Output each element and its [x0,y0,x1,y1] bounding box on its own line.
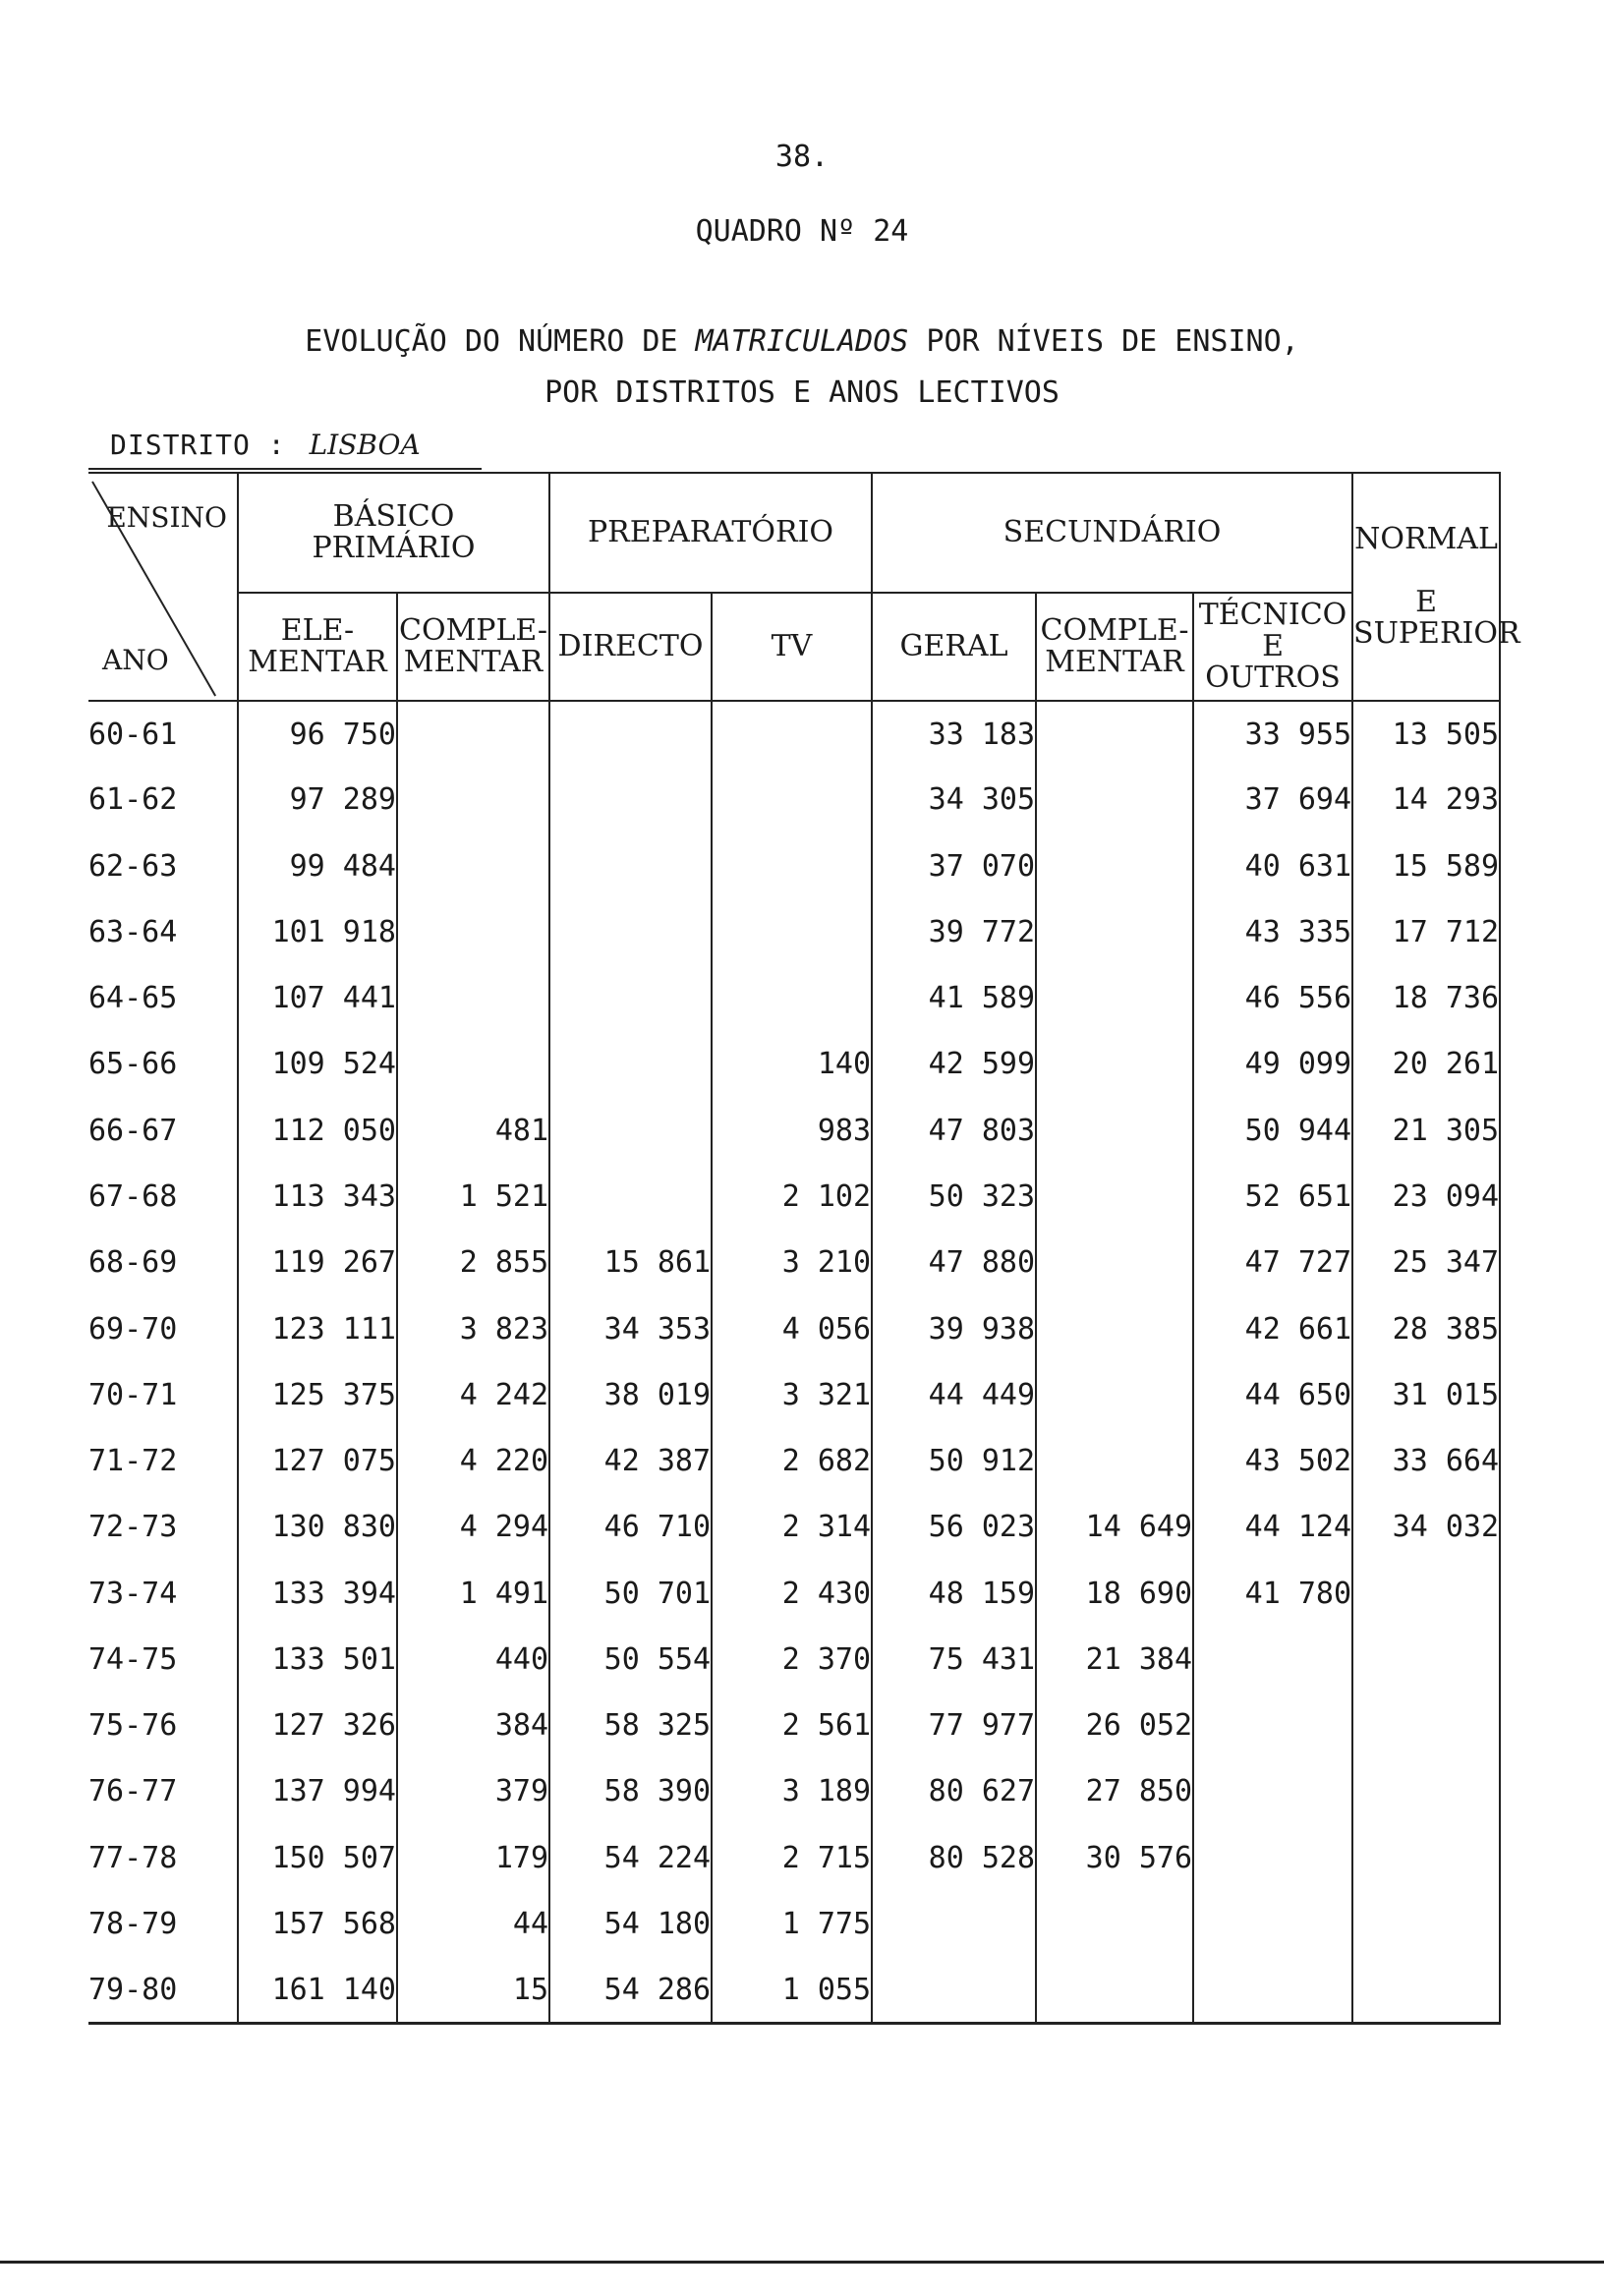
cell-tv: 2 430 [712,1560,872,1626]
cell-complementar: 4 242 [397,1362,549,1428]
cell-ano: 60-61 [88,717,178,752]
cell-normal: 31 015 [1352,1362,1500,1428]
cell-elementar: 119 267 [238,1230,397,1295]
complementar-header [397,593,549,701]
cell-normal: 17 712 [1352,899,1500,965]
cell-tv [712,767,872,832]
cell-tv [712,833,872,899]
cell-tv: 2 314 [712,1494,872,1560]
cell-tecnico: 49 099 [1193,1031,1352,1097]
cell-geral: 48 159 [872,1560,1036,1626]
cell-sec-complementar [1036,1295,1193,1361]
cell-geral: 41 589 [872,965,1036,1031]
cell-sec-complementar: 27 850 [1036,1758,1193,1824]
cell-tv: 4 056 [712,1295,872,1361]
district-label: DISTRITO : [110,429,286,461]
cell-complementar [397,899,549,965]
cell-elementar: 157 568 [238,1891,397,1957]
cell-ano: 76-77 [88,1774,178,1809]
title-part-1: EVOLUÇÃO DO NÚMERO DE [305,324,696,359]
cell-elementar: 113 343 [238,1164,397,1230]
table-row [88,1031,1500,1097]
cell-directo: 50 554 [549,1627,712,1693]
cell-ano: 77-78 [88,1840,178,1875]
cell-tecnico [1193,1957,1352,2023]
cell-tecnico: 41 780 [1193,1560,1352,1626]
cell-tv: 2 370 [712,1627,872,1693]
table-row [88,1693,1500,1758]
cell-normal: 34 032 [1352,1494,1500,1560]
cell-elementar: 125 375 [238,1362,397,1428]
cell-tv: 140 [712,1031,872,1097]
cell-tecnico: 52 651 [1193,1164,1352,1230]
cell-sec-complementar [1036,1098,1193,1164]
secundario-header: SECUNDÁRIO [872,473,1352,593]
elementar-line-1: ELE- [280,613,355,648]
table-number: QUADRO Nº 24 [695,214,909,249]
cell-tecnico [1193,1758,1352,1824]
district-value: LISBOA [309,429,421,461]
cell-ano: 75-76 [88,1708,178,1744]
tecnico-header [1193,593,1352,701]
cell-complementar: 1 491 [397,1560,549,1626]
cell-normal: 33 664 [1352,1428,1500,1494]
title-line-2: POR DISTRITOS E ANOS LECTIVOS [544,375,1060,410]
cell-ano: 71-72 [88,1444,178,1479]
cell-elementar: 107 441 [238,965,397,1031]
table-header [88,473,1520,701]
cell-tecnico [1193,1825,1352,1891]
cell-sec-complementar [1036,701,1193,767]
cell-geral: 56 023 [872,1494,1036,1560]
table-title [0,316,1604,419]
cell-tv [712,899,872,965]
cell-geral: 44 449 [872,1362,1036,1428]
table-row [88,1560,1500,1626]
cell-geral: 34 305 [872,767,1036,832]
cell-sec-complementar [1036,899,1193,965]
cell-tv: 3 321 [712,1362,872,1428]
cell-sec-complementar [1036,1031,1193,1097]
table-row [88,767,1500,832]
cell-complementar [397,767,549,832]
cell-sec-complementar [1036,1164,1193,1230]
table-row [88,1891,1500,1957]
cell-ano: 62-63 [88,848,178,884]
preparatorio-header: PREPARATÓRIO [549,473,872,593]
sec-complementar-line-2: MENTAR [1045,645,1184,679]
table-row [88,1627,1500,1693]
basico-primario-header [238,473,549,593]
cell-elementar: 130 830 [238,1494,397,1560]
cell-tv [712,701,872,767]
table-row [88,899,1500,965]
cell-directo: 54 180 [549,1891,712,1957]
cell-sec-complementar [1036,1957,1193,2023]
cell-directo: 54 286 [549,1957,712,2023]
sec-complementar-header [1036,593,1193,701]
cell-complementar: 4 220 [397,1428,549,1494]
cell-elementar: 137 994 [238,1758,397,1824]
cell-ano: 61-62 [88,782,178,818]
cell-tv: 3 210 [712,1230,872,1295]
elementar-header [238,593,397,701]
complementar-line-1: COMPLE- [399,613,547,648]
cell-elementar: 127 075 [238,1428,397,1494]
cell-tecnico: 47 727 [1193,1230,1352,1295]
cell-geral: 50 912 [872,1428,1036,1494]
cell-sec-complementar: 18 690 [1036,1560,1193,1626]
cell-elementar: 123 111 [238,1295,397,1361]
cell-complementar: 2 855 [397,1230,549,1295]
normal-line-2: E [1415,585,1437,619]
cell-tecnico [1193,1891,1352,1957]
normal-line-3: SUPERIOR [1353,616,1520,651]
title-part-3: POR NÍVEIS DE ENSINO, [908,324,1299,359]
table-row [88,1164,1500,1230]
cell-tecnico: 37 694 [1193,767,1352,832]
cell-normal: 28 385 [1352,1295,1500,1361]
cell-normal: 23 094 [1352,1164,1500,1230]
cell-elementar: 150 507 [238,1825,397,1891]
cell-sec-complementar [1036,767,1193,832]
cell-directo: 58 390 [549,1758,712,1824]
cell-ano: 78-79 [88,1906,178,1941]
cell-elementar: 101 918 [238,899,397,965]
basico-line-1: BÁSICO [332,499,455,534]
cell-ano: 72-73 [88,1510,178,1545]
cell-normal: 25 347 [1352,1230,1500,1295]
cell-tv: 983 [712,1098,872,1164]
title-emphasis: MATRICULADOS [695,324,909,359]
cell-directo: 42 387 [549,1428,712,1494]
cell-complementar: 179 [397,1825,549,1891]
cell-normal: 13 505 [1352,701,1500,767]
page-number: 38. [774,140,830,174]
cell-sec-complementar [1036,965,1193,1031]
cell-normal [1352,1627,1500,1693]
elementar-line-2: MENTAR [248,645,387,679]
cell-tv: 2 682 [712,1428,872,1494]
cell-tecnico: 42 661 [1193,1295,1352,1361]
cell-elementar: 99 484 [238,833,397,899]
cell-complementar [397,701,549,767]
cell-geral: 42 599 [872,1031,1036,1097]
cell-ano: 74-75 [88,1641,178,1677]
cell-geral: 80 528 [872,1825,1036,1891]
cell-geral: 50 323 [872,1164,1036,1230]
cell-geral: 80 627 [872,1758,1036,1824]
cell-normal: 20 261 [1352,1031,1500,1097]
tecnico-line-1: TÉCNICO [1198,598,1347,632]
directo-header: DIRECTO [549,593,712,701]
cell-complementar: 3 823 [397,1295,549,1361]
table-row [88,1362,1500,1428]
cell-ano: 67-68 [88,1178,178,1214]
table-row [88,1428,1500,1494]
cell-directo: 38 019 [549,1362,712,1428]
cell-tv: 2 102 [712,1164,872,1230]
cell-tecnico: 43 335 [1193,899,1352,965]
cell-ano: 65-66 [88,1047,178,1082]
cell-elementar: 133 501 [238,1627,397,1693]
cell-geral [872,1957,1036,2023]
cell-geral: 39 772 [872,899,1036,965]
cell-geral [872,1891,1036,1957]
table-row [88,1230,1500,1295]
cell-complementar [397,1031,549,1097]
cell-directo: 34 353 [549,1295,712,1361]
cell-complementar: 1 521 [397,1164,549,1230]
cell-directo [549,1164,712,1230]
cell-elementar: 161 140 [238,1957,397,2023]
cell-directo [549,833,712,899]
table-row [88,1098,1500,1164]
table-row [88,965,1500,1031]
table-row [88,1494,1500,1560]
cell-geral: 33 183 [872,701,1036,767]
cell-complementar [397,833,549,899]
cell-ano: 79-80 [88,1957,238,2023]
complementar-line-2: MENTAR [403,645,544,679]
cell-ano: 70-71 [88,1377,178,1412]
ano-label: ANO [102,644,169,676]
cell-sec-complementar [1036,1891,1193,1957]
sec-complementar-line-1: COMPLE- [1040,613,1189,648]
page-bottom-rule [0,2261,1604,2264]
cell-ano: 64-65 [88,981,178,1016]
cell-normal [1352,1693,1500,1758]
cell-ano: 63-64 [88,914,178,949]
cell-directo: 58 325 [549,1693,712,1758]
cell-elementar: 97 289 [238,767,397,832]
cell-normal [1352,1957,1500,2023]
cell-tv: 1 775 [712,1891,872,1957]
district-underline [88,468,482,470]
cell-sec-complementar: 26 052 [1036,1693,1193,1758]
cell-elementar: 112 050 [238,1098,397,1164]
cell-geral: 47 880 [872,1230,1036,1295]
enrolment-table [88,472,1520,2025]
cell-directo: 54 224 [549,1825,712,1891]
cell-tv: 2 715 [712,1825,872,1891]
ensino-ano-corner [88,473,238,701]
cell-normal [1352,1758,1500,1824]
cell-directo [549,1098,712,1164]
cell-tv: 1 055 [712,1957,872,2023]
cell-tecnico: 43 502 [1193,1428,1352,1494]
cell-tecnico: 33 955 [1193,701,1352,767]
ensino-label: ENSINO [106,501,227,534]
cell-tecnico [1193,1693,1352,1758]
cell-complementar: 384 [397,1693,549,1758]
cell-complementar: 481 [397,1098,549,1164]
cell-directo: 15 861 [549,1230,712,1295]
cell-geral: 47 803 [872,1098,1036,1164]
cell-sec-complementar [1036,833,1193,899]
cell-directo [549,701,712,767]
cell-tv: 2 561 [712,1693,872,1758]
cell-directo [549,767,712,832]
cell-sec-complementar [1036,1428,1193,1494]
cell-sec-complementar: 21 384 [1036,1627,1193,1693]
cell-normal [1352,1560,1500,1626]
normal-line-1: NORMAL [1354,522,1498,556]
cell-normal: 18 736 [1352,965,1500,1031]
cell-tecnico [1193,1627,1352,1693]
table-row [88,1825,1500,1891]
cell-geral: 37 070 [872,833,1036,899]
cell-normal: 15 589 [1352,833,1500,899]
cell-elementar: 109 524 [238,1031,397,1097]
cell-tecnico: 50 944 [1193,1098,1352,1164]
tv-header: TV [712,593,872,701]
cell-normal: 14 293 [1352,767,1500,832]
cell-complementar [397,965,549,1031]
normal-superior-header [1352,473,1520,701]
basico-line-2: PRIMÁRIO [312,531,476,565]
table-row [88,1957,1500,2023]
cell-geral: 77 977 [872,1693,1036,1758]
table-row [88,833,1500,899]
cell-ano: 73-74 [88,1576,178,1611]
cell-sec-complementar [1036,1230,1193,1295]
cell-geral: 39 938 [872,1295,1036,1361]
cell-directo: 50 701 [549,1560,712,1626]
cell-directo [549,899,712,965]
cell-tecnico: 44 124 [1193,1494,1352,1560]
cell-directo [549,965,712,1031]
cell-elementar: 127 326 [238,1693,397,1758]
cell-normal [1352,1891,1500,1957]
cell-complementar: 44 [397,1891,549,1957]
cell-tecnico: 46 556 [1193,965,1352,1031]
cell-complementar: 15 [397,1957,549,2023]
cell-ano: 69-70 [88,1311,178,1347]
cell-sec-complementar: 30 576 [1036,1825,1193,1891]
cell-elementar: 96 750 [238,701,397,767]
cell-elementar: 133 394 [238,1560,397,1626]
cell-tv: 3 189 [712,1758,872,1824]
cell-directo: 46 710 [549,1494,712,1560]
cell-tecnico: 44 650 [1193,1362,1352,1428]
cell-sec-complementar: 14 649 [1036,1494,1193,1560]
geral-header: GERAL [872,593,1036,701]
district-line [110,429,421,461]
cell-normal: 21 305 [1352,1098,1500,1164]
cell-ano: 68-69 [88,1245,178,1281]
tecnico-line-2: E OUTROS [1205,629,1341,695]
cell-tecnico: 40 631 [1193,833,1352,899]
cell-ano: 66-67 [88,1113,178,1148]
cell-sec-complementar [1036,1362,1193,1428]
cell-geral: 75 431 [872,1627,1036,1693]
table-body [88,701,1500,2024]
table-row [88,1295,1500,1361]
table-row [88,701,1500,767]
cell-tv [712,965,872,1031]
cell-complementar: 4 294 [397,1494,549,1560]
cell-normal [1352,1825,1500,1891]
table-row [88,1758,1500,1824]
cell-complementar: 379 [397,1758,549,1824]
cell-complementar: 440 [397,1627,549,1693]
cell-directo [549,1031,712,1097]
